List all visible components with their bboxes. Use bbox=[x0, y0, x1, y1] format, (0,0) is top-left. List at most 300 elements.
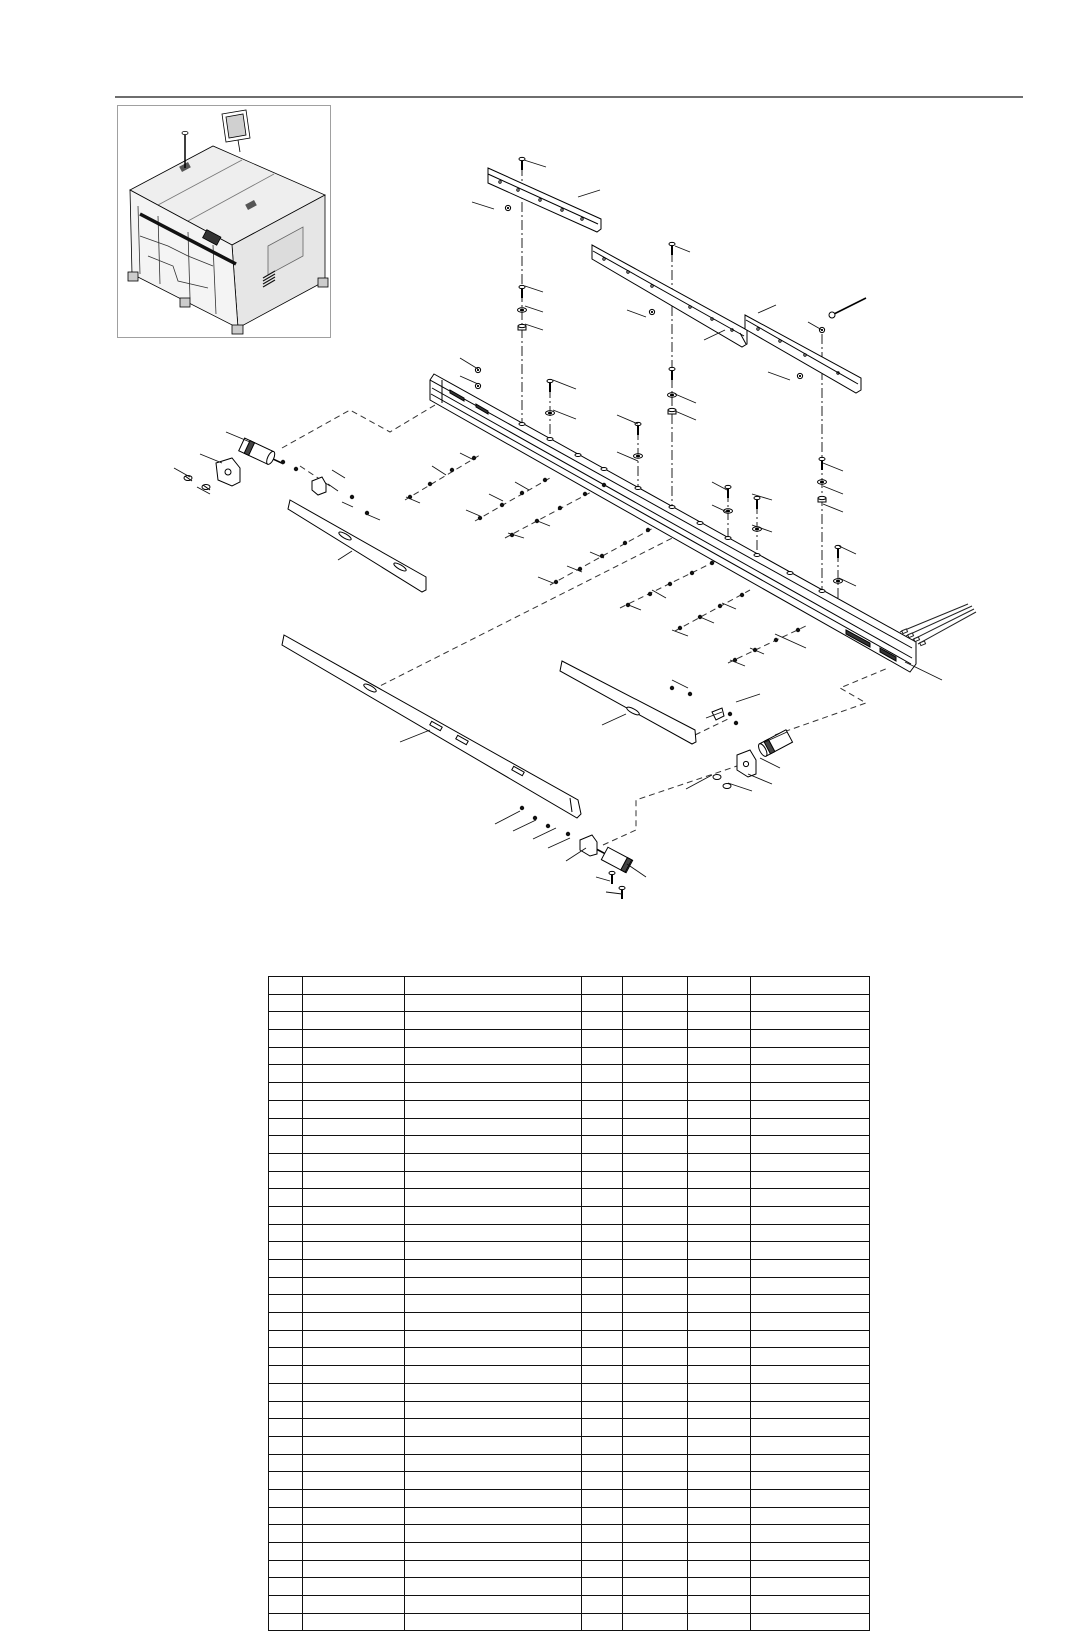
callout-leader bbox=[672, 630, 688, 636]
table-cell bbox=[688, 1384, 751, 1401]
table-cell bbox=[582, 1384, 623, 1401]
table-cell bbox=[269, 1596, 303, 1613]
callout-leader bbox=[736, 694, 760, 702]
table-cell bbox=[269, 1119, 303, 1136]
table-cell bbox=[623, 1384, 688, 1401]
screw-dot bbox=[450, 468, 454, 472]
assembly-path bbox=[405, 455, 480, 500]
table-cell bbox=[623, 1525, 688, 1542]
left-clip bbox=[202, 485, 210, 491]
right-clip bbox=[713, 775, 721, 780]
callout-leader bbox=[174, 468, 190, 477]
table-cell bbox=[623, 1225, 688, 1242]
table-cell bbox=[405, 1490, 582, 1507]
table-cell bbox=[303, 1030, 405, 1047]
table-cell bbox=[405, 1508, 582, 1525]
table-cell bbox=[303, 1402, 405, 1419]
table-cell bbox=[688, 1260, 751, 1277]
bottom-bracket bbox=[580, 835, 597, 856]
table-cell bbox=[405, 1596, 582, 1613]
table-cell bbox=[303, 995, 405, 1012]
table-cell bbox=[688, 1402, 751, 1419]
washer bbox=[634, 454, 643, 458]
callout-leaders bbox=[174, 160, 942, 894]
table-cell bbox=[751, 1384, 870, 1401]
table-cell bbox=[751, 995, 870, 1012]
table-cell bbox=[751, 1348, 870, 1365]
table-cell bbox=[303, 1065, 405, 1082]
nut bbox=[818, 496, 826, 502]
table-cell bbox=[751, 1207, 870, 1224]
table-cell bbox=[405, 1154, 582, 1171]
table-row bbox=[269, 1012, 870, 1030]
table-row bbox=[269, 1189, 870, 1207]
table-cell bbox=[623, 1101, 688, 1118]
small-bracket bbox=[312, 477, 326, 495]
table-cell bbox=[688, 1278, 751, 1295]
table-row bbox=[269, 1225, 870, 1243]
table-row bbox=[269, 1083, 870, 1101]
callout-leader bbox=[226, 432, 250, 442]
table-cell bbox=[688, 1012, 751, 1029]
table-cell bbox=[269, 995, 303, 1012]
table-cell bbox=[405, 1030, 582, 1047]
table-cell bbox=[751, 1490, 870, 1507]
table-cell bbox=[582, 1525, 623, 1542]
screw-dot bbox=[478, 516, 482, 520]
table-cell bbox=[303, 1508, 405, 1525]
table-cell bbox=[405, 1384, 582, 1401]
table-cell bbox=[405, 1207, 582, 1224]
callout-leader bbox=[460, 453, 474, 460]
table-row bbox=[269, 1048, 870, 1066]
table-cell bbox=[623, 1313, 688, 1330]
callout-leader bbox=[808, 322, 822, 330]
right-motor bbox=[757, 730, 793, 758]
table-cell bbox=[751, 977, 870, 994]
callout-leader bbox=[332, 470, 345, 478]
assembly-path bbox=[475, 478, 550, 521]
table-row bbox=[269, 1384, 870, 1402]
table-row bbox=[269, 1472, 870, 1490]
table-cell bbox=[623, 995, 688, 1012]
table-cell bbox=[623, 1561, 688, 1578]
table-cell bbox=[688, 1313, 751, 1330]
table-cell bbox=[688, 1561, 751, 1578]
right-clip bbox=[723, 784, 731, 789]
callout-leader bbox=[548, 838, 570, 848]
callout-leader bbox=[406, 497, 420, 503]
table-cell bbox=[405, 995, 582, 1012]
alarm-bracket-small bbox=[712, 708, 724, 720]
table-cell bbox=[405, 1172, 582, 1189]
table-row bbox=[269, 1278, 870, 1296]
table-cell bbox=[269, 1083, 303, 1100]
table-cell bbox=[269, 1278, 303, 1295]
table-cell bbox=[405, 1313, 582, 1330]
table-cell bbox=[405, 1242, 582, 1259]
table-cell bbox=[303, 1189, 405, 1206]
table-cell bbox=[688, 1189, 751, 1206]
washer bbox=[518, 308, 527, 312]
nut bbox=[668, 408, 676, 414]
assembly-path bbox=[282, 402, 440, 448]
table-cell bbox=[582, 1242, 623, 1259]
table-cell bbox=[405, 1225, 582, 1242]
table-cell bbox=[582, 1012, 623, 1029]
exploded-view-drawing bbox=[0, 140, 1089, 920]
table-cell bbox=[582, 977, 623, 994]
table-cell bbox=[405, 1331, 582, 1348]
callout-leader bbox=[606, 892, 622, 894]
table-cell bbox=[751, 1278, 870, 1295]
table-row bbox=[269, 1490, 870, 1508]
table-cell bbox=[751, 1419, 870, 1436]
table-cell bbox=[269, 1348, 303, 1365]
table-cell bbox=[623, 1578, 688, 1595]
table-cell bbox=[623, 1242, 688, 1259]
screw-dot bbox=[646, 528, 650, 532]
screw-dot bbox=[602, 483, 606, 487]
table-row bbox=[269, 1331, 870, 1349]
table-cell bbox=[582, 1065, 623, 1082]
table-cell bbox=[405, 1543, 582, 1560]
table-cell bbox=[688, 995, 751, 1012]
table-cell bbox=[303, 1419, 405, 1436]
table-cell bbox=[405, 1065, 582, 1082]
table-cell bbox=[269, 1578, 303, 1595]
table-cell bbox=[751, 1561, 870, 1578]
table-cell bbox=[688, 1508, 751, 1525]
table-cell bbox=[688, 1578, 751, 1595]
callout-leader bbox=[432, 466, 446, 475]
screw-dot bbox=[520, 806, 524, 810]
screw-dot bbox=[774, 638, 778, 642]
table-cell bbox=[303, 1119, 405, 1136]
table-cell bbox=[751, 1596, 870, 1613]
table-cell bbox=[623, 1472, 688, 1489]
callout-leader bbox=[578, 190, 600, 197]
table-cell bbox=[751, 1543, 870, 1560]
bolt bbox=[754, 496, 760, 509]
table-cell bbox=[582, 1366, 623, 1383]
table-cell bbox=[269, 1525, 303, 1542]
table-cell bbox=[751, 1295, 870, 1312]
table-cell bbox=[582, 1543, 623, 1560]
callout-leader bbox=[652, 590, 666, 598]
table-cell bbox=[582, 1048, 623, 1065]
table-row bbox=[269, 1065, 870, 1083]
table-cell bbox=[582, 1455, 623, 1472]
table-row bbox=[269, 1508, 870, 1526]
table-cell bbox=[623, 1189, 688, 1206]
table-row bbox=[269, 1348, 870, 1366]
table-cell bbox=[623, 1083, 688, 1100]
table-cell bbox=[582, 1472, 623, 1489]
table-cell bbox=[269, 1472, 303, 1489]
table-cell bbox=[303, 1012, 405, 1029]
table-cell bbox=[688, 1455, 751, 1472]
table-cell bbox=[405, 1561, 582, 1578]
table-cell bbox=[582, 1490, 623, 1507]
table-cell bbox=[303, 1490, 405, 1507]
table-cell bbox=[405, 1189, 582, 1206]
table-row bbox=[269, 1366, 870, 1384]
table-cell bbox=[751, 1030, 870, 1047]
screw-dot bbox=[350, 495, 354, 499]
table-cell bbox=[751, 1119, 870, 1136]
callout-leader bbox=[466, 510, 480, 516]
bolt bbox=[519, 285, 525, 298]
table-cell bbox=[405, 1083, 582, 1100]
table-cell bbox=[623, 1348, 688, 1365]
table-cell bbox=[751, 1366, 870, 1383]
callout-leader bbox=[566, 848, 586, 861]
callout-leader bbox=[758, 305, 776, 313]
table-cell bbox=[623, 1207, 688, 1224]
table-cell bbox=[688, 1490, 751, 1507]
table-cell bbox=[688, 1543, 751, 1560]
table-cell bbox=[269, 1490, 303, 1507]
screw-dot bbox=[623, 541, 627, 545]
table-cell bbox=[269, 1065, 303, 1082]
callout-leader bbox=[627, 310, 646, 317]
bolt bbox=[519, 157, 525, 170]
table-cell bbox=[582, 1331, 623, 1348]
callout-leader bbox=[338, 551, 352, 560]
washer bbox=[546, 411, 555, 415]
table-cell bbox=[269, 1561, 303, 1578]
table-cell bbox=[623, 1295, 688, 1312]
table-cell bbox=[303, 977, 405, 994]
main-beam bbox=[430, 374, 916, 672]
table-cell bbox=[623, 1065, 688, 1082]
screw-dot bbox=[688, 692, 692, 696]
assembly-path bbox=[695, 718, 730, 735]
table-cell bbox=[688, 1366, 751, 1383]
callout-leader bbox=[328, 484, 338, 491]
table-cell bbox=[303, 1525, 405, 1542]
table-cell bbox=[751, 1242, 870, 1259]
screw-dot bbox=[500, 503, 504, 507]
table-cell bbox=[582, 1172, 623, 1189]
table-cell bbox=[269, 1101, 303, 1118]
table-cell bbox=[751, 1136, 870, 1153]
table-cell bbox=[269, 1402, 303, 1419]
bolt bbox=[725, 485, 731, 498]
callout-leader bbox=[553, 380, 576, 389]
table-cell bbox=[582, 1402, 623, 1419]
table-cell bbox=[405, 1366, 582, 1383]
table-cell bbox=[688, 1119, 751, 1136]
table-cell bbox=[688, 1207, 751, 1224]
table-cell bbox=[582, 1083, 623, 1100]
table-row bbox=[269, 977, 870, 995]
table-cell bbox=[751, 1154, 870, 1171]
table-cell bbox=[269, 1455, 303, 1472]
table-cell bbox=[303, 1561, 405, 1578]
right-flat-bar bbox=[560, 661, 696, 744]
table-cell bbox=[623, 1366, 688, 1383]
table-cell bbox=[405, 1578, 582, 1595]
callout-leader bbox=[823, 504, 843, 512]
screw-dot bbox=[294, 467, 298, 471]
screw-dot bbox=[520, 491, 524, 495]
table-cell bbox=[303, 1614, 405, 1631]
screw-dot bbox=[583, 492, 587, 496]
table-cell bbox=[582, 1119, 623, 1136]
table-cell bbox=[623, 1030, 688, 1047]
table-cell bbox=[303, 1083, 405, 1100]
callout-leader bbox=[366, 514, 380, 520]
table-cell bbox=[582, 1136, 623, 1153]
table-row bbox=[269, 1455, 870, 1473]
table-cell bbox=[269, 1172, 303, 1189]
table-cell bbox=[303, 1578, 405, 1595]
table-cell bbox=[269, 1260, 303, 1277]
callout-leader bbox=[400, 730, 430, 742]
table-cell bbox=[269, 1366, 303, 1383]
table-cell bbox=[303, 1242, 405, 1259]
table-cell bbox=[582, 1207, 623, 1224]
table-cell bbox=[582, 1561, 623, 1578]
screw-dot bbox=[566, 832, 570, 836]
table-cell bbox=[405, 1402, 582, 1419]
screw-dot bbox=[554, 580, 558, 584]
table-cell bbox=[269, 1331, 303, 1348]
table-row bbox=[269, 1437, 870, 1455]
header-rule bbox=[115, 96, 1023, 98]
table-cell bbox=[623, 1455, 688, 1472]
screw-dot bbox=[734, 721, 738, 725]
table-cell bbox=[303, 1366, 405, 1383]
callout-leader bbox=[823, 463, 843, 471]
table-cell bbox=[582, 1030, 623, 1047]
table-cell bbox=[269, 1437, 303, 1454]
callout-leader bbox=[675, 411, 696, 420]
table-cell bbox=[405, 1437, 582, 1454]
table-cell bbox=[751, 1048, 870, 1065]
callout-leader bbox=[533, 828, 556, 839]
table-cell bbox=[582, 1313, 623, 1330]
table-cell bbox=[751, 1101, 870, 1118]
table-row bbox=[269, 1260, 870, 1278]
callout-leader bbox=[722, 603, 736, 609]
table-cell bbox=[269, 977, 303, 994]
callout-leader bbox=[525, 324, 543, 330]
table-cell bbox=[405, 977, 582, 994]
upper-rail-left bbox=[488, 168, 601, 232]
table-cell bbox=[688, 1030, 751, 1047]
table-row bbox=[269, 1419, 870, 1437]
screw-dot bbox=[740, 593, 744, 597]
screw bbox=[475, 383, 480, 388]
assembly-path bbox=[775, 668, 888, 735]
table-cell bbox=[405, 1455, 582, 1472]
table-row bbox=[269, 1402, 870, 1420]
bolt bbox=[547, 379, 553, 392]
table-cell bbox=[688, 1525, 751, 1542]
table-cell bbox=[303, 1455, 405, 1472]
table-cell bbox=[303, 1278, 405, 1295]
washer bbox=[818, 480, 827, 484]
table-cell bbox=[303, 1207, 405, 1224]
assembly-path bbox=[372, 524, 700, 690]
nut bbox=[518, 324, 526, 330]
table-cell bbox=[688, 1472, 751, 1489]
table-cell bbox=[623, 1596, 688, 1613]
table-cell bbox=[269, 1012, 303, 1029]
callout-leader bbox=[472, 202, 494, 209]
table-cell bbox=[582, 1578, 623, 1595]
table-row bbox=[269, 1136, 870, 1154]
table-cell bbox=[751, 1614, 870, 1631]
callout-leader bbox=[748, 774, 772, 784]
table-cell bbox=[751, 1525, 870, 1542]
table-cell bbox=[405, 1136, 582, 1153]
callout-leader bbox=[672, 680, 688, 688]
table-cell bbox=[582, 1189, 623, 1206]
callout-leader bbox=[596, 877, 610, 881]
table-cell bbox=[582, 1419, 623, 1436]
screw-dot bbox=[690, 571, 694, 575]
table-cell bbox=[688, 1596, 751, 1613]
screw bbox=[649, 309, 654, 314]
table-cell bbox=[269, 1543, 303, 1560]
table-cell bbox=[405, 1012, 582, 1029]
table-cell bbox=[688, 1614, 751, 1631]
washer bbox=[668, 393, 677, 397]
table-cell bbox=[623, 1172, 688, 1189]
table-cell bbox=[688, 1331, 751, 1348]
table-cell bbox=[303, 1543, 405, 1560]
table-row bbox=[269, 1596, 870, 1614]
table-cell bbox=[623, 1278, 688, 1295]
callout-leader bbox=[489, 494, 503, 501]
callout-leader bbox=[823, 486, 843, 494]
table-cell bbox=[303, 1295, 405, 1312]
table-cell bbox=[582, 1295, 623, 1312]
right-bracket bbox=[737, 750, 756, 777]
table-row bbox=[269, 1101, 870, 1119]
bolt bbox=[609, 871, 615, 884]
upper-rail-right bbox=[745, 315, 861, 393]
callout-leader bbox=[712, 482, 727, 490]
table-cell bbox=[751, 1455, 870, 1472]
table-row bbox=[269, 1543, 870, 1561]
callout-leader bbox=[775, 634, 806, 648]
table-cell bbox=[269, 1295, 303, 1312]
table-cell bbox=[582, 995, 623, 1012]
table-cell bbox=[688, 1136, 751, 1153]
table-row bbox=[269, 1172, 870, 1190]
left-motor bbox=[239, 438, 287, 470]
table-cell bbox=[582, 1278, 623, 1295]
table-cell bbox=[269, 1136, 303, 1153]
table-cell bbox=[405, 1048, 582, 1065]
table-cell bbox=[303, 1437, 405, 1454]
table-cell bbox=[688, 977, 751, 994]
screw-dot bbox=[546, 824, 550, 828]
table-cell bbox=[623, 977, 688, 994]
table-cell bbox=[405, 1614, 582, 1631]
table-row bbox=[269, 1295, 870, 1313]
table-cell bbox=[623, 1543, 688, 1560]
table-cell bbox=[405, 1119, 582, 1136]
table-cell bbox=[303, 1331, 405, 1348]
table-cell bbox=[269, 1242, 303, 1259]
table-cell bbox=[303, 1596, 405, 1613]
